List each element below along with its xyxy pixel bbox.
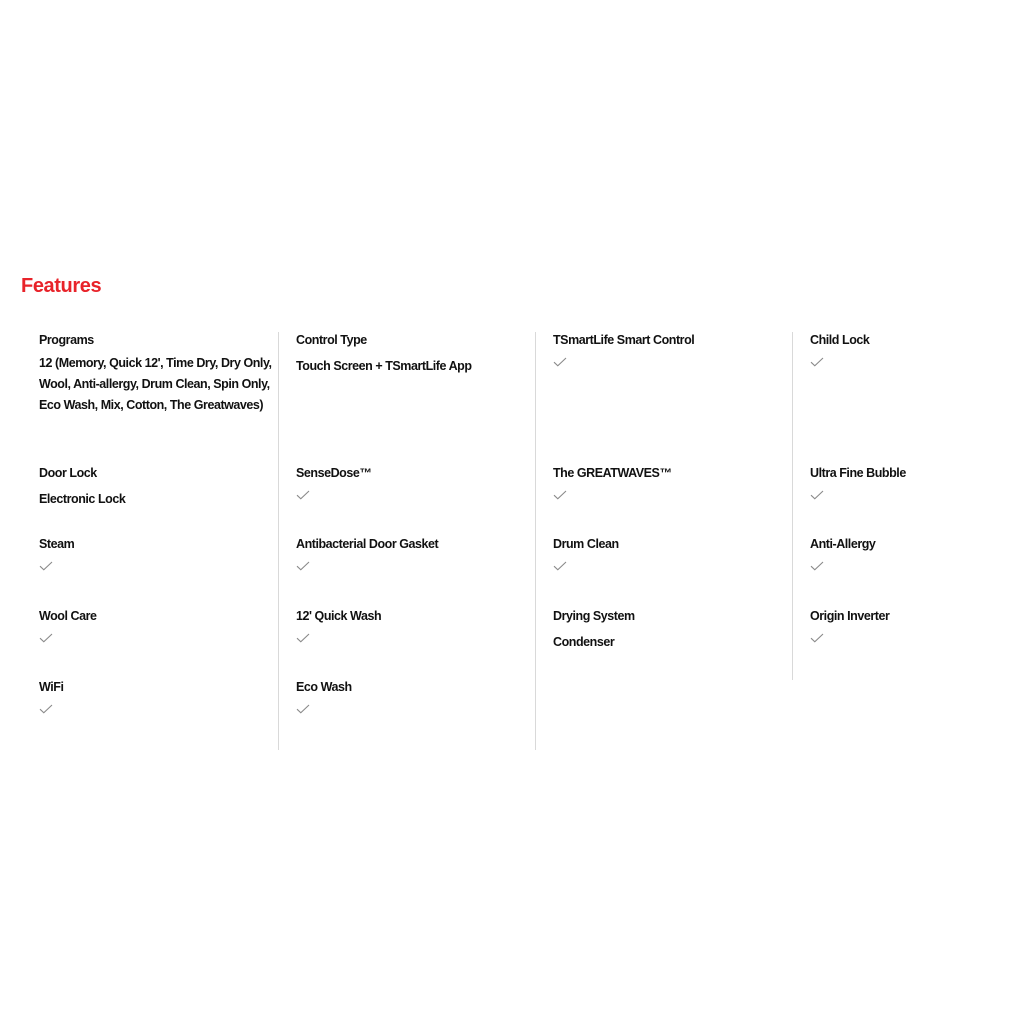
feature-origin-inverter <box>810 608 1024 643</box>
feature-ultra-fine-bubble <box>810 465 1024 500</box>
feature-door-lock <box>39 465 279 510</box>
feature-label: The GREATWAVES™ <box>553 466 672 480</box>
feature-value: 12 (Memory, Quick 12', Time Dry, Dry Only, Wool, Anti-allergy, Drum Clean, Spin Only, Eco Wash, Mix, Cotton, The Greatwaves) <box>39 356 272 412</box>
feature-label: Wool Care <box>39 609 97 623</box>
check-icon <box>553 561 567 571</box>
feature-label: Origin Inverter <box>810 609 890 623</box>
check-icon <box>296 633 310 643</box>
feature-label: Antibacterial Door Gasket <box>296 537 439 551</box>
feature-programs <box>39 332 279 416</box>
feature-label: Drum Clean <box>553 537 619 551</box>
feature-label: Door Lock <box>39 466 97 480</box>
check-icon <box>553 357 567 367</box>
feature-steam <box>39 536 279 571</box>
check-icon <box>296 490 310 500</box>
check-icon <box>296 704 310 714</box>
check-icon <box>39 633 53 643</box>
feature-antibacterial-door-gasket <box>296 536 536 571</box>
feature-sensedose <box>296 465 536 500</box>
feature-label: Steam <box>39 537 75 551</box>
feature-anti-allergy <box>810 536 1024 571</box>
section-title: Features <box>21 275 102 297</box>
feature-wool-care <box>39 608 279 643</box>
check-icon <box>296 561 310 571</box>
feature-value: Touch Screen + TSmartLife App <box>296 359 472 373</box>
feature-value: Condenser <box>553 635 615 649</box>
check-icon <box>810 490 824 500</box>
feature-label: WiFi <box>39 680 64 694</box>
check-icon <box>810 633 824 643</box>
check-icon <box>810 357 824 367</box>
feature-value: Electronic Lock <box>39 492 126 506</box>
feature-drying-system <box>553 608 793 653</box>
feature-control-type <box>296 332 536 377</box>
feature-label: Anti-Allergy <box>810 537 876 551</box>
feature-label: TSmartLife Smart Control <box>553 333 695 347</box>
feature-quick-wash <box>296 608 536 643</box>
feature-label: SenseDose™ <box>296 466 372 480</box>
feature-label: Programs <box>39 333 94 347</box>
feature-label: 12' Quick Wash <box>296 609 382 623</box>
feature-child-lock <box>810 332 1024 367</box>
feature-label: Drying System <box>553 609 635 623</box>
feature-label: Eco Wash <box>296 680 352 694</box>
check-icon <box>810 561 824 571</box>
feature-label: Ultra Fine Bubble <box>810 466 906 480</box>
feature-wifi <box>39 679 279 714</box>
feature-label: Control Type <box>296 333 367 347</box>
check-icon <box>39 704 53 714</box>
feature-tsmartlife-smart-control <box>553 332 793 367</box>
feature-label: Child Lock <box>810 333 870 347</box>
feature-eco-wash <box>296 679 536 714</box>
check-icon <box>553 490 567 500</box>
feature-greatwaves <box>553 465 793 500</box>
check-icon <box>39 561 53 571</box>
feature-drum-clean <box>553 536 793 571</box>
